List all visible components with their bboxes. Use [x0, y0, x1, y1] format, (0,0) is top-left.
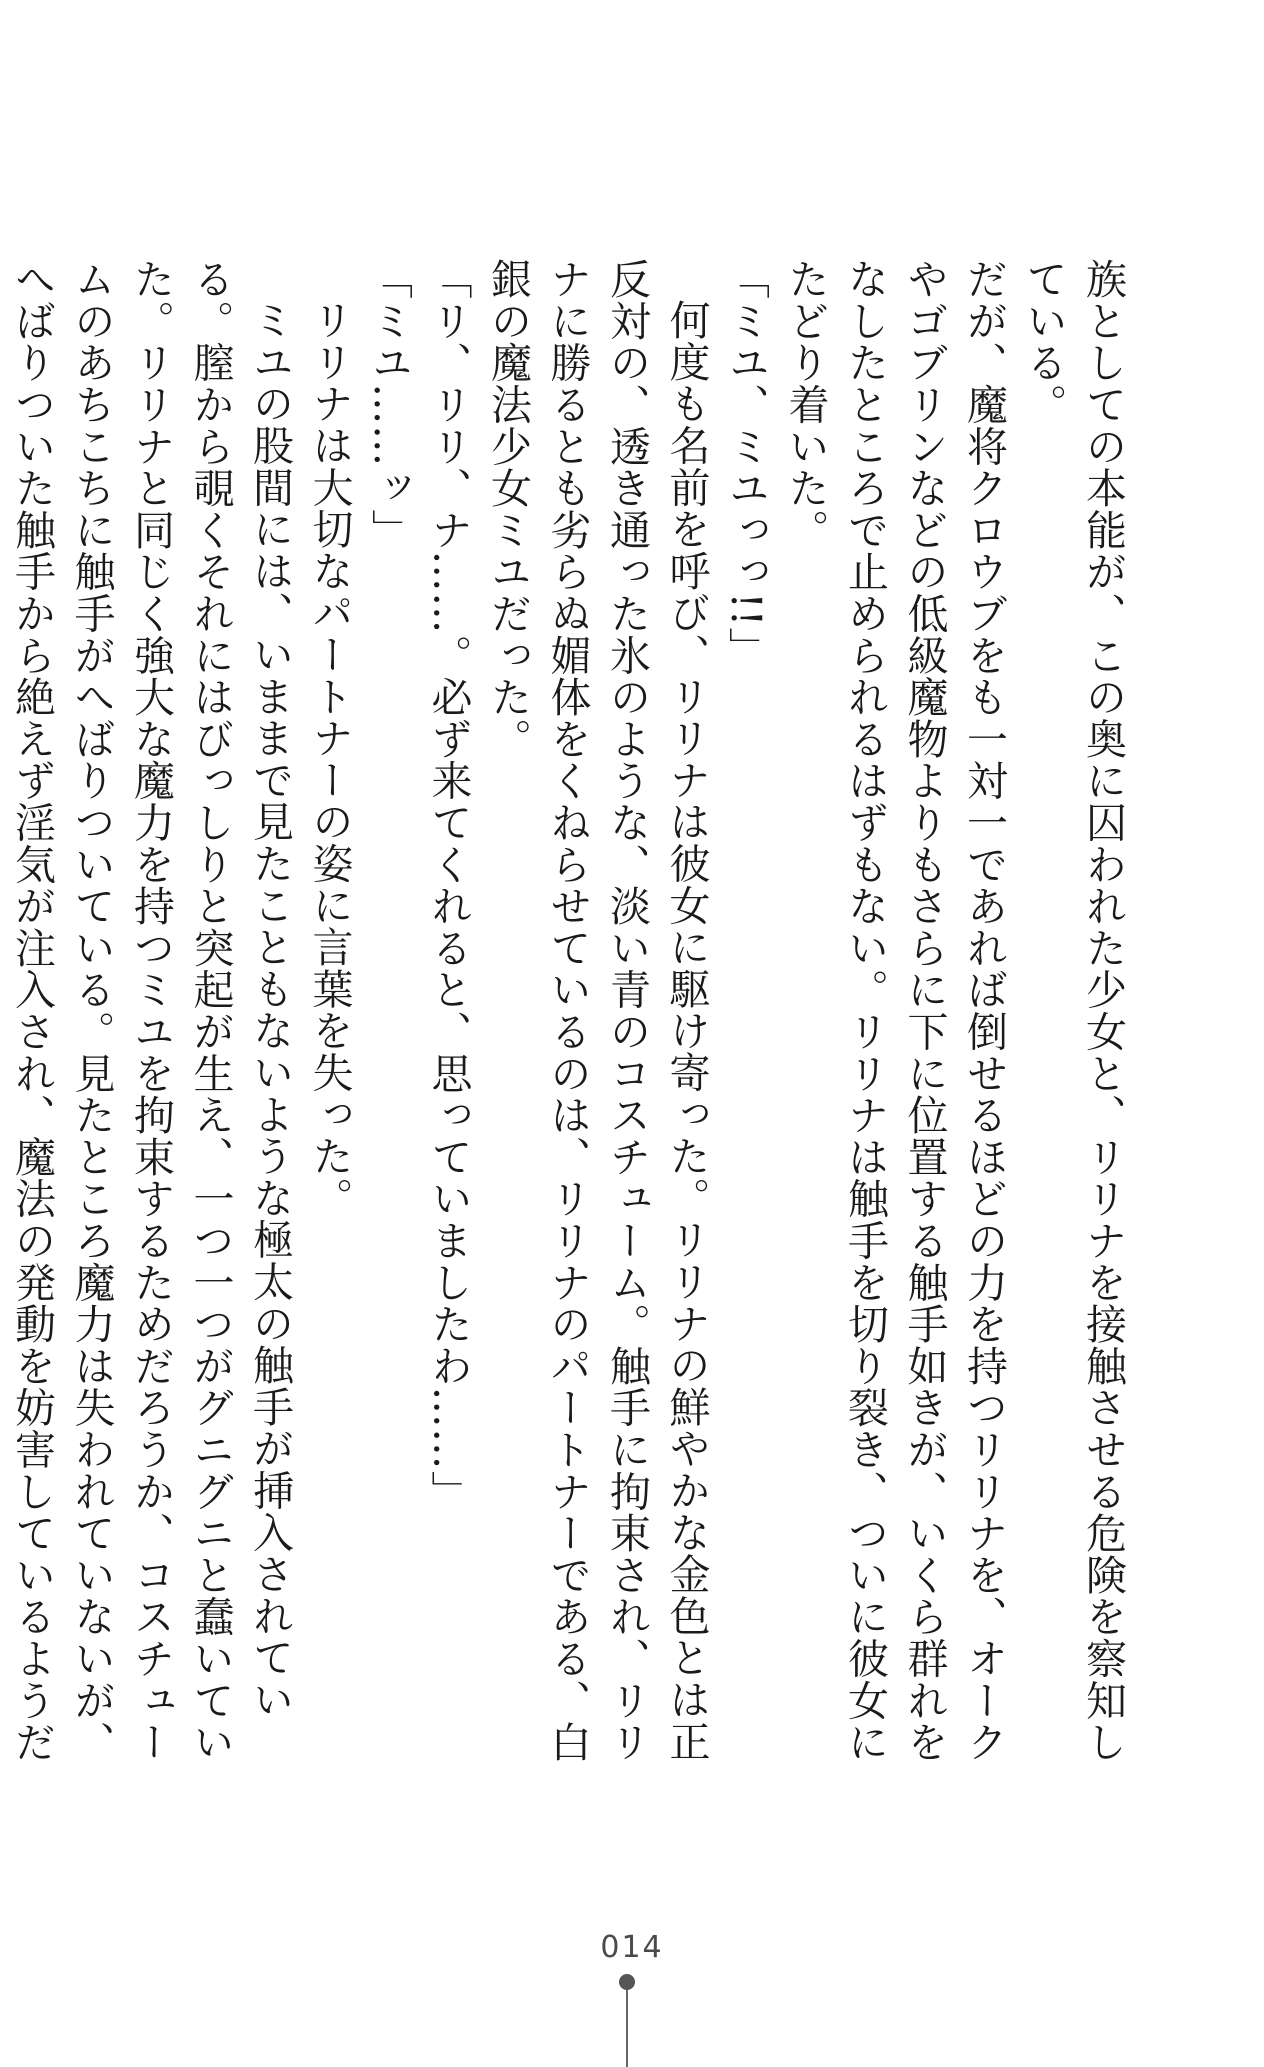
folio-rule — [626, 1990, 628, 2067]
folio-dot-icon — [619, 1974, 635, 1990]
page-number: 014 — [600, 1930, 664, 1965]
paragraph-8: ミユの股間には、いままで見たこともないような極太の触手が挿入されている。膣から覗くそれにはびっしりと突起が生え、一つ一つがグニグニと蠢いていた。リリナと同じく強大な魔力を持つミユを拘束するためだろうか、コスチュームのあちこちに触手がへばりついている。見たところ魔力は失われていないが、へばりついた触手から絶えず淫気が注入され、魔法の発動を妨害しているようだ — [8, 258, 294, 1763]
paragraph-2: だが、魔将クロウブをも一対一であれば倒せるほどの力を持つリリナを、オークやゴブリンなどの低級魔物よりもさらに下に位置する触手如きが、いくら群れをなしたところで止められるはずもない。リリナは触手を切り裂き、ついに彼女にたどり着いた。 — [781, 258, 1008, 1763]
paragraph-4: 何度も名前を呼び、リリナは彼女に駆け寄った。リリナの鮮やかな金色とは正反対の、透き通った氷のような、淡い青のコスチューム。触手に拘束され、リリナに勝るとも劣らぬ媚体をくねらせているのは、リリナのパートナーである、白銀の魔法少女ミユだった。 — [484, 258, 711, 1763]
paragraph-3-dialogue: 「ミユ、ミユっっ!!」 — [722, 258, 770, 669]
paragraph-7: リリナは大切なパートナーの姿に言葉を失った。 — [305, 299, 354, 1219]
body-text — [8, 258, 1132, 1778]
paragraph-5-dialogue: 「リ、リリ、ナ……。必ず来てくれると、思っていましたわ……」 — [424, 258, 473, 1512]
paragraph-1: 族としての本能が、この奥に囚われた少女と、リリナを接触させる危険を察知している。 — [1019, 258, 1127, 1763]
paragraph-6-dialogue: 「ミユ……ッ」 — [365, 258, 413, 551]
